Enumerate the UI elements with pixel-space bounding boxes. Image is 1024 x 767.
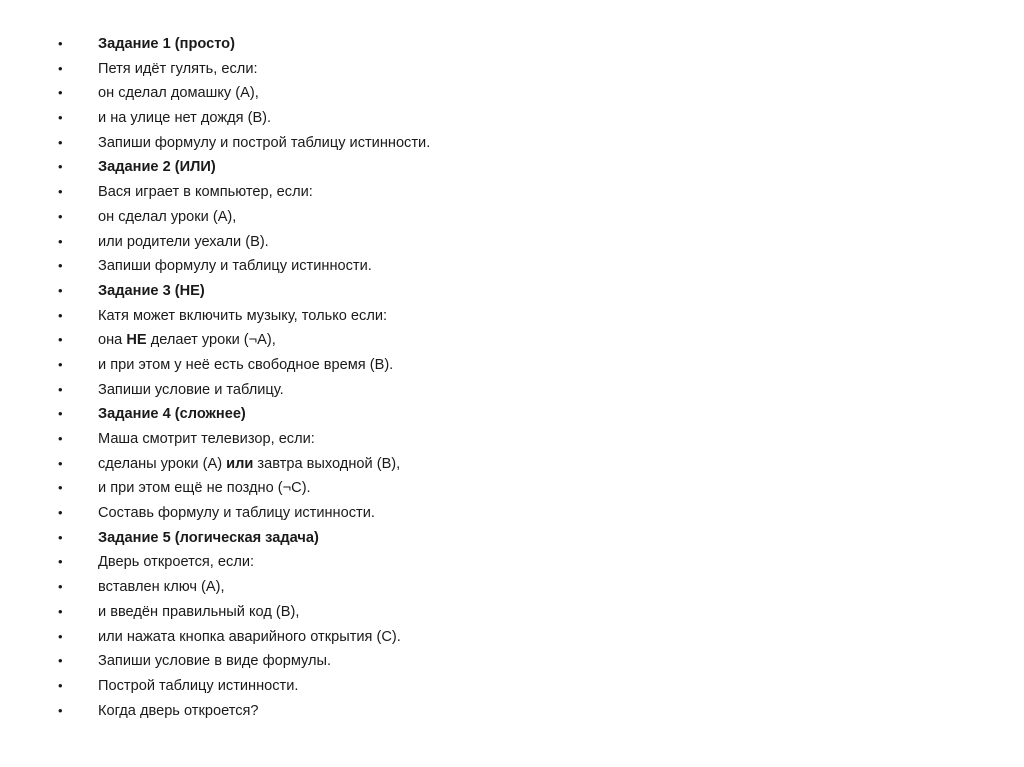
bullet-icon: • (58, 332, 63, 348)
bullet-icon: • (58, 406, 63, 422)
task-3-title: Задание 3 (НЕ) (98, 282, 205, 299)
task-3-condition-a (98, 328, 276, 353)
task-1-condition: Петя идёт гулять, если: (98, 60, 258, 77)
task-2-title: Задание 2 (ИЛИ) (98, 159, 216, 176)
task-1-condition-b: и на улице нет дождя (B). (98, 110, 272, 127)
bullet-icon: • (58, 85, 63, 101)
task-1-title: Задание 1 (просто) (98, 36, 235, 52)
bullet-icon: • (58, 455, 63, 471)
bullet-icon: • (58, 233, 63, 249)
bullet-icon: • (58, 282, 63, 298)
task-4-condition-ab-pre: сделаны уроки (A) (98, 455, 227, 472)
task-4-condition: Маша смотрит телевизор, если: (98, 431, 315, 447)
task-3-condition-a-pre: она (98, 332, 127, 349)
task-4-condition-ab (98, 452, 400, 477)
task-2-condition: Вася играет в компьютер, если: (98, 184, 313, 201)
task-4-condition-ab-post: завтра выходной (B), (253, 455, 401, 472)
task-5-condition-b: и введён правильный код (B), (98, 603, 300, 620)
task-5-instruction-table: Построй таблицу истинности. (98, 677, 299, 694)
bullet-icon: • (58, 134, 63, 150)
bullet-icon: • (58, 505, 63, 521)
task-3-condition: Катя может включить музыку, только если: (98, 307, 388, 324)
task-4-condition-c: и при этом ещё не поздно (¬C). (98, 480, 311, 497)
task-4-title: Задание 4 (сложнее) (98, 406, 246, 423)
bullet-icon: • (58, 258, 63, 274)
bullet-icon: • (58, 307, 63, 323)
bullet-icon: • (58, 208, 63, 224)
task-5-condition: Дверь откроется, если: (98, 554, 255, 571)
bullet-icon: • (58, 579, 63, 595)
bullet-icon: • (58, 628, 63, 644)
bullet-icon: • (58, 554, 63, 570)
bullet-icon: • (58, 60, 63, 76)
bullet-icon: • (58, 110, 63, 126)
bullet-icon: • (58, 356, 63, 372)
bullet-icon: • (58, 529, 63, 545)
task-3-not-keyword: НЕ (126, 332, 147, 349)
task-4-or-keyword: или (226, 455, 254, 472)
task-5-condition-c: или нажата кнопка аварийного открытия (C). (98, 628, 401, 645)
task-5-question: Когда дверь откроется? (98, 702, 259, 719)
bullet-icon: • (58, 381, 63, 397)
task-3-condition-a-post: делает уроки (¬A), (146, 332, 276, 349)
task-5-condition-a: вставлен ключ (A), (98, 579, 225, 596)
bullet-icon: • (58, 184, 63, 200)
task-4-instruction: Составь формулу и таблицу истинности. (98, 505, 375, 522)
bullet-icon: • (58, 603, 63, 619)
task-2-instruction: Запиши формулу и таблицу истинности. (98, 258, 372, 275)
bullet-icon: • (58, 653, 63, 669)
task-1-condition-a: он сделал домашку (A), (98, 85, 259, 102)
task-1-instruction: Запиши формулу и построй таблицу истинности. (98, 134, 431, 151)
bullet-icon: • (58, 159, 63, 175)
bullet-icon: • (58, 480, 63, 496)
bullet-icon: • (58, 677, 63, 693)
task-5-title: Задание 5 (логическая задача) (98, 529, 319, 546)
bullet-icon: • (58, 431, 63, 446)
task-2-condition-b: или родители уехали (B). (98, 233, 269, 250)
task-3-instruction: Запиши условие и таблицу. (98, 381, 284, 398)
task-3-condition-b: и при этом у неё есть свободное время (B). (98, 356, 394, 373)
bullet-icon: • (58, 702, 63, 718)
task-5-instruction-formula: Запиши условие в виде формулы. (98, 653, 332, 670)
task-2-condition-a: он сделал уроки (A), (98, 208, 237, 225)
bullet-icon: • (58, 36, 63, 51)
